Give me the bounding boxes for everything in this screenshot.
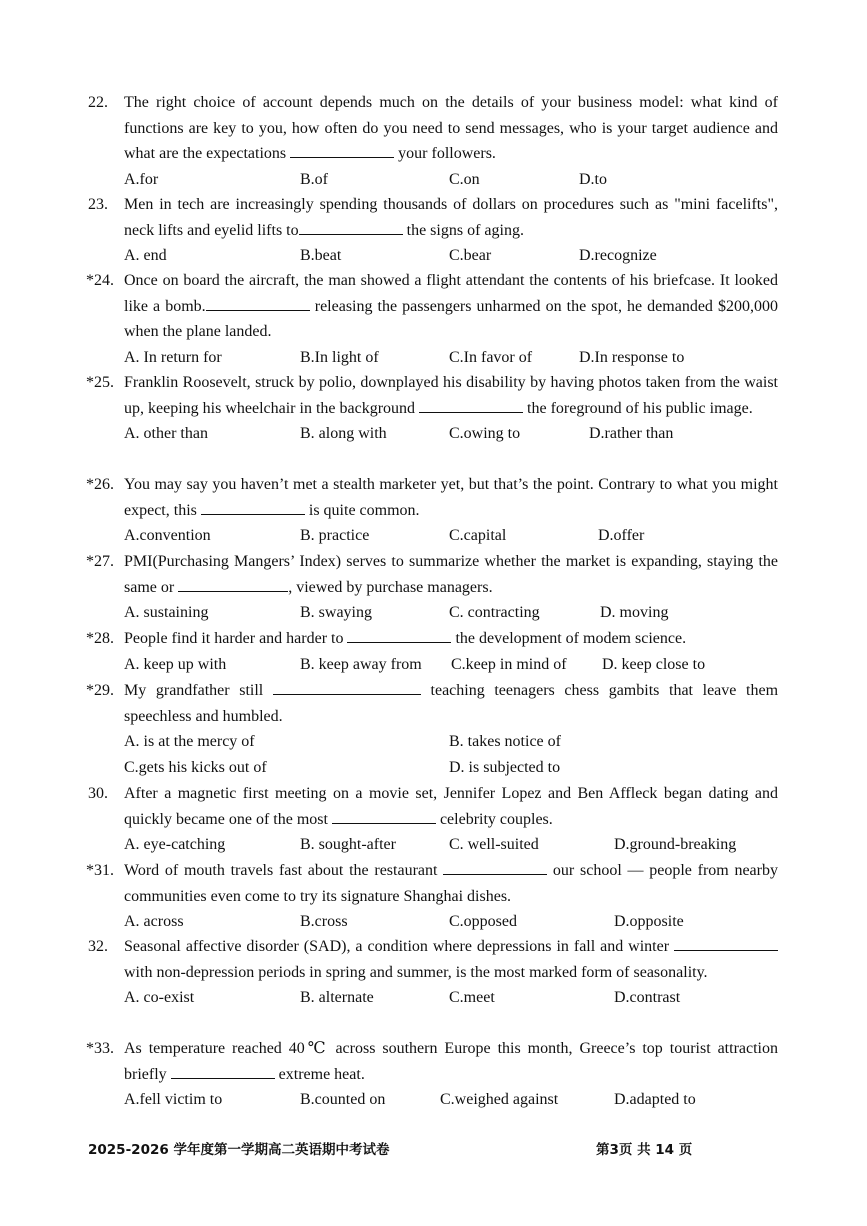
option-d[interactable]: D.offer [598,527,645,544]
question-number: *28. [86,630,114,647]
option-d[interactable]: D.recognize [579,247,657,264]
option-c[interactable]: C.keep in mind of [451,655,567,673]
option-a[interactable]: A. In return for [124,348,222,366]
exam-title: 2025-2026 学年度第一学期高二英语期中考试卷 [88,1142,390,1158]
option-b[interactable]: B.In light of [300,348,379,366]
option-b[interactable]: B. takes notice of [449,733,561,750]
option-c[interactable]: C. well-suited [449,836,539,853]
question-33 [88,1036,778,1113]
options [124,832,778,858]
question-24 [88,268,778,370]
option-b[interactable]: B. alternate [300,989,374,1006]
option-d[interactable]: D.ground-breaking [614,836,737,853]
question-stem: Word of mouth travels fast about the restaurant our school — people from nearby communities even come to try its signature Shanghai dishes. [124,862,778,905]
option-b[interactable]: B.beat [300,247,342,264]
option-a[interactable]: A.for [124,170,159,188]
question-32 [88,934,778,1011]
question-stem: After a magnetic first meeting on a movie set, Jennifer Lopez and Ben Affleck began dating and quickly became one of the most celebrity couples. [124,785,778,828]
question-number: *29. [86,682,114,699]
question-number: *27. [86,553,114,570]
option-c[interactable]: C.opposed [449,913,517,930]
option-b[interactable]: B.cross [300,913,348,930]
answer-blank[interactable] [419,398,523,413]
question-stem: PMI(Purchasing Mangers’ Index) serves to summarize whether the market is expanding, staying the same or , viewed by purchase managers. [124,553,778,596]
options [124,523,778,549]
option-d[interactable]: D. is subjected to [449,758,561,776]
question-stem: People find it harder and harder to the development of modem science. [124,630,687,647]
option-d[interactable]: D.to [579,170,607,188]
question-26 [88,472,778,549]
answer-blank[interactable] [347,628,451,643]
options [124,729,778,780]
option-b[interactable]: B. swaying [300,604,372,621]
option-d[interactable]: D.adapted to [614,1091,696,1108]
question-30 [88,781,778,858]
option-c[interactable]: C.capital [449,527,507,544]
question-number: *25. [86,374,114,391]
option-a[interactable]: A.convention [124,527,211,544]
question-stem: Once on board the aircraft, the man showed a flight attendant the contents of his briefcase. It looked like a bomb. releasing the passengers unharmed on the spot, he demanded $200,000 when the plane landed. [124,272,778,340]
option-b[interactable]: B.of [300,170,328,188]
options [124,652,778,678]
option-d[interactable]: D.rather than [589,425,674,442]
question-27 [88,549,778,626]
option-d[interactable]: D.In response to [579,348,685,366]
question-number: 22. [88,94,108,111]
question-stem: The right choice of account depends much on the details of your business model: what kind of functions are key to you, how often do you need to send messages, who is your target audience and what are the expectations your followers. [124,94,778,162]
option-a[interactable]: A. keep up with [124,655,227,673]
options [124,345,778,371]
answer-blank[interactable] [171,1064,275,1079]
option-c[interactable]: C.owing to [449,425,521,442]
option-b[interactable]: B. sought-after [300,836,396,853]
answer-blank[interactable] [674,936,778,951]
option-c[interactable]: C.on [449,170,480,188]
answer-blank[interactable] [299,220,403,235]
question-number: *24. [86,272,114,289]
option-b[interactable]: B. keep away from [300,655,422,673]
option-b[interactable]: B. practice [300,527,370,544]
option-b[interactable]: B. along with [300,425,387,442]
option-c[interactable]: C.bear [449,247,492,264]
option-a[interactable]: A. sustaining [124,604,209,621]
option-c[interactable]: C.weighed against [440,1091,559,1108]
question-23 [88,192,778,269]
option-a[interactable]: A. is at the mercy of [124,733,255,750]
options [124,600,778,626]
option-b[interactable]: B.counted on [300,1091,386,1108]
question-number: 32. [88,938,108,955]
question-stem: My grandfather still teaching teenagers chess gambits that leave them speechless and humbled. [124,682,779,725]
option-a[interactable]: A. co-exist [124,989,195,1006]
option-a[interactable]: A.fell victim to [124,1091,223,1108]
options [124,243,778,269]
option-d[interactable]: D. keep close to [602,655,706,673]
question-number: *31. [86,862,114,879]
answer-blank[interactable] [206,296,310,311]
option-a[interactable]: A. end [124,247,167,264]
question-number: 23. [88,196,108,213]
question-number: *33. [86,1040,114,1057]
question-stem: Franklin Roosevelt, struck by polio, downplayed his disability by having photos taken from the waist up, keeping his wheelchair in the background the foreground of his public image. [124,374,778,417]
option-a[interactable]: A. eye-catching [124,836,226,853]
answer-blank[interactable] [332,809,436,824]
question-number: 30. [88,785,108,802]
options [124,167,778,193]
option-d[interactable]: D. moving [600,604,669,621]
answer-blank[interactable] [443,860,547,875]
options [124,909,778,935]
question-22 [88,90,778,192]
option-d[interactable]: D.contrast [614,989,681,1006]
option-c[interactable]: C.In favor of [449,348,533,366]
options [124,1087,778,1113]
question-stem: Seasonal affective disorder (SAD), a condition where depressions in fall and winter with non-depression periods in spring and summer, is the most marked form of seasonality. [124,934,778,985]
option-c[interactable]: C.gets his kicks out of [124,758,267,776]
option-a[interactable]: A. across [124,913,184,930]
question-stem: Men in tech are increasingly spending thousands of dollars on procedures such as "mini facelifts", neck lifts and eyelid lifts to the signs of aging. [124,196,778,239]
answer-blank[interactable] [290,143,394,158]
question-stem: You may say you haven’t met a stealth marketer yet, but that’s the point. Contrary to what you might expect, this is quite common. [124,476,778,519]
question-28 [88,626,778,677]
options [124,985,778,1011]
answer-blank[interactable] [273,680,421,695]
options [124,421,778,447]
question-29 [88,678,778,780]
option-a[interactable]: A. other than [124,425,208,442]
question-25 [88,370,778,447]
question-31 [88,858,778,935]
option-d[interactable]: D.opposite [614,913,684,930]
answer-blank[interactable] [201,500,305,515]
page-footer [88,1138,778,1158]
option-c[interactable]: C.meet [449,989,495,1006]
question-stem: As temperature reached 40℃ across southern Europe this month, Greece’s top tourist attraction briefly extreme heat. [124,1040,778,1083]
page-number: 第3页 共 14 页 [596,1142,693,1158]
question-number: *26. [86,476,114,493]
option-c[interactable]: C. contracting [449,604,540,621]
answer-blank[interactable] [178,577,288,592]
